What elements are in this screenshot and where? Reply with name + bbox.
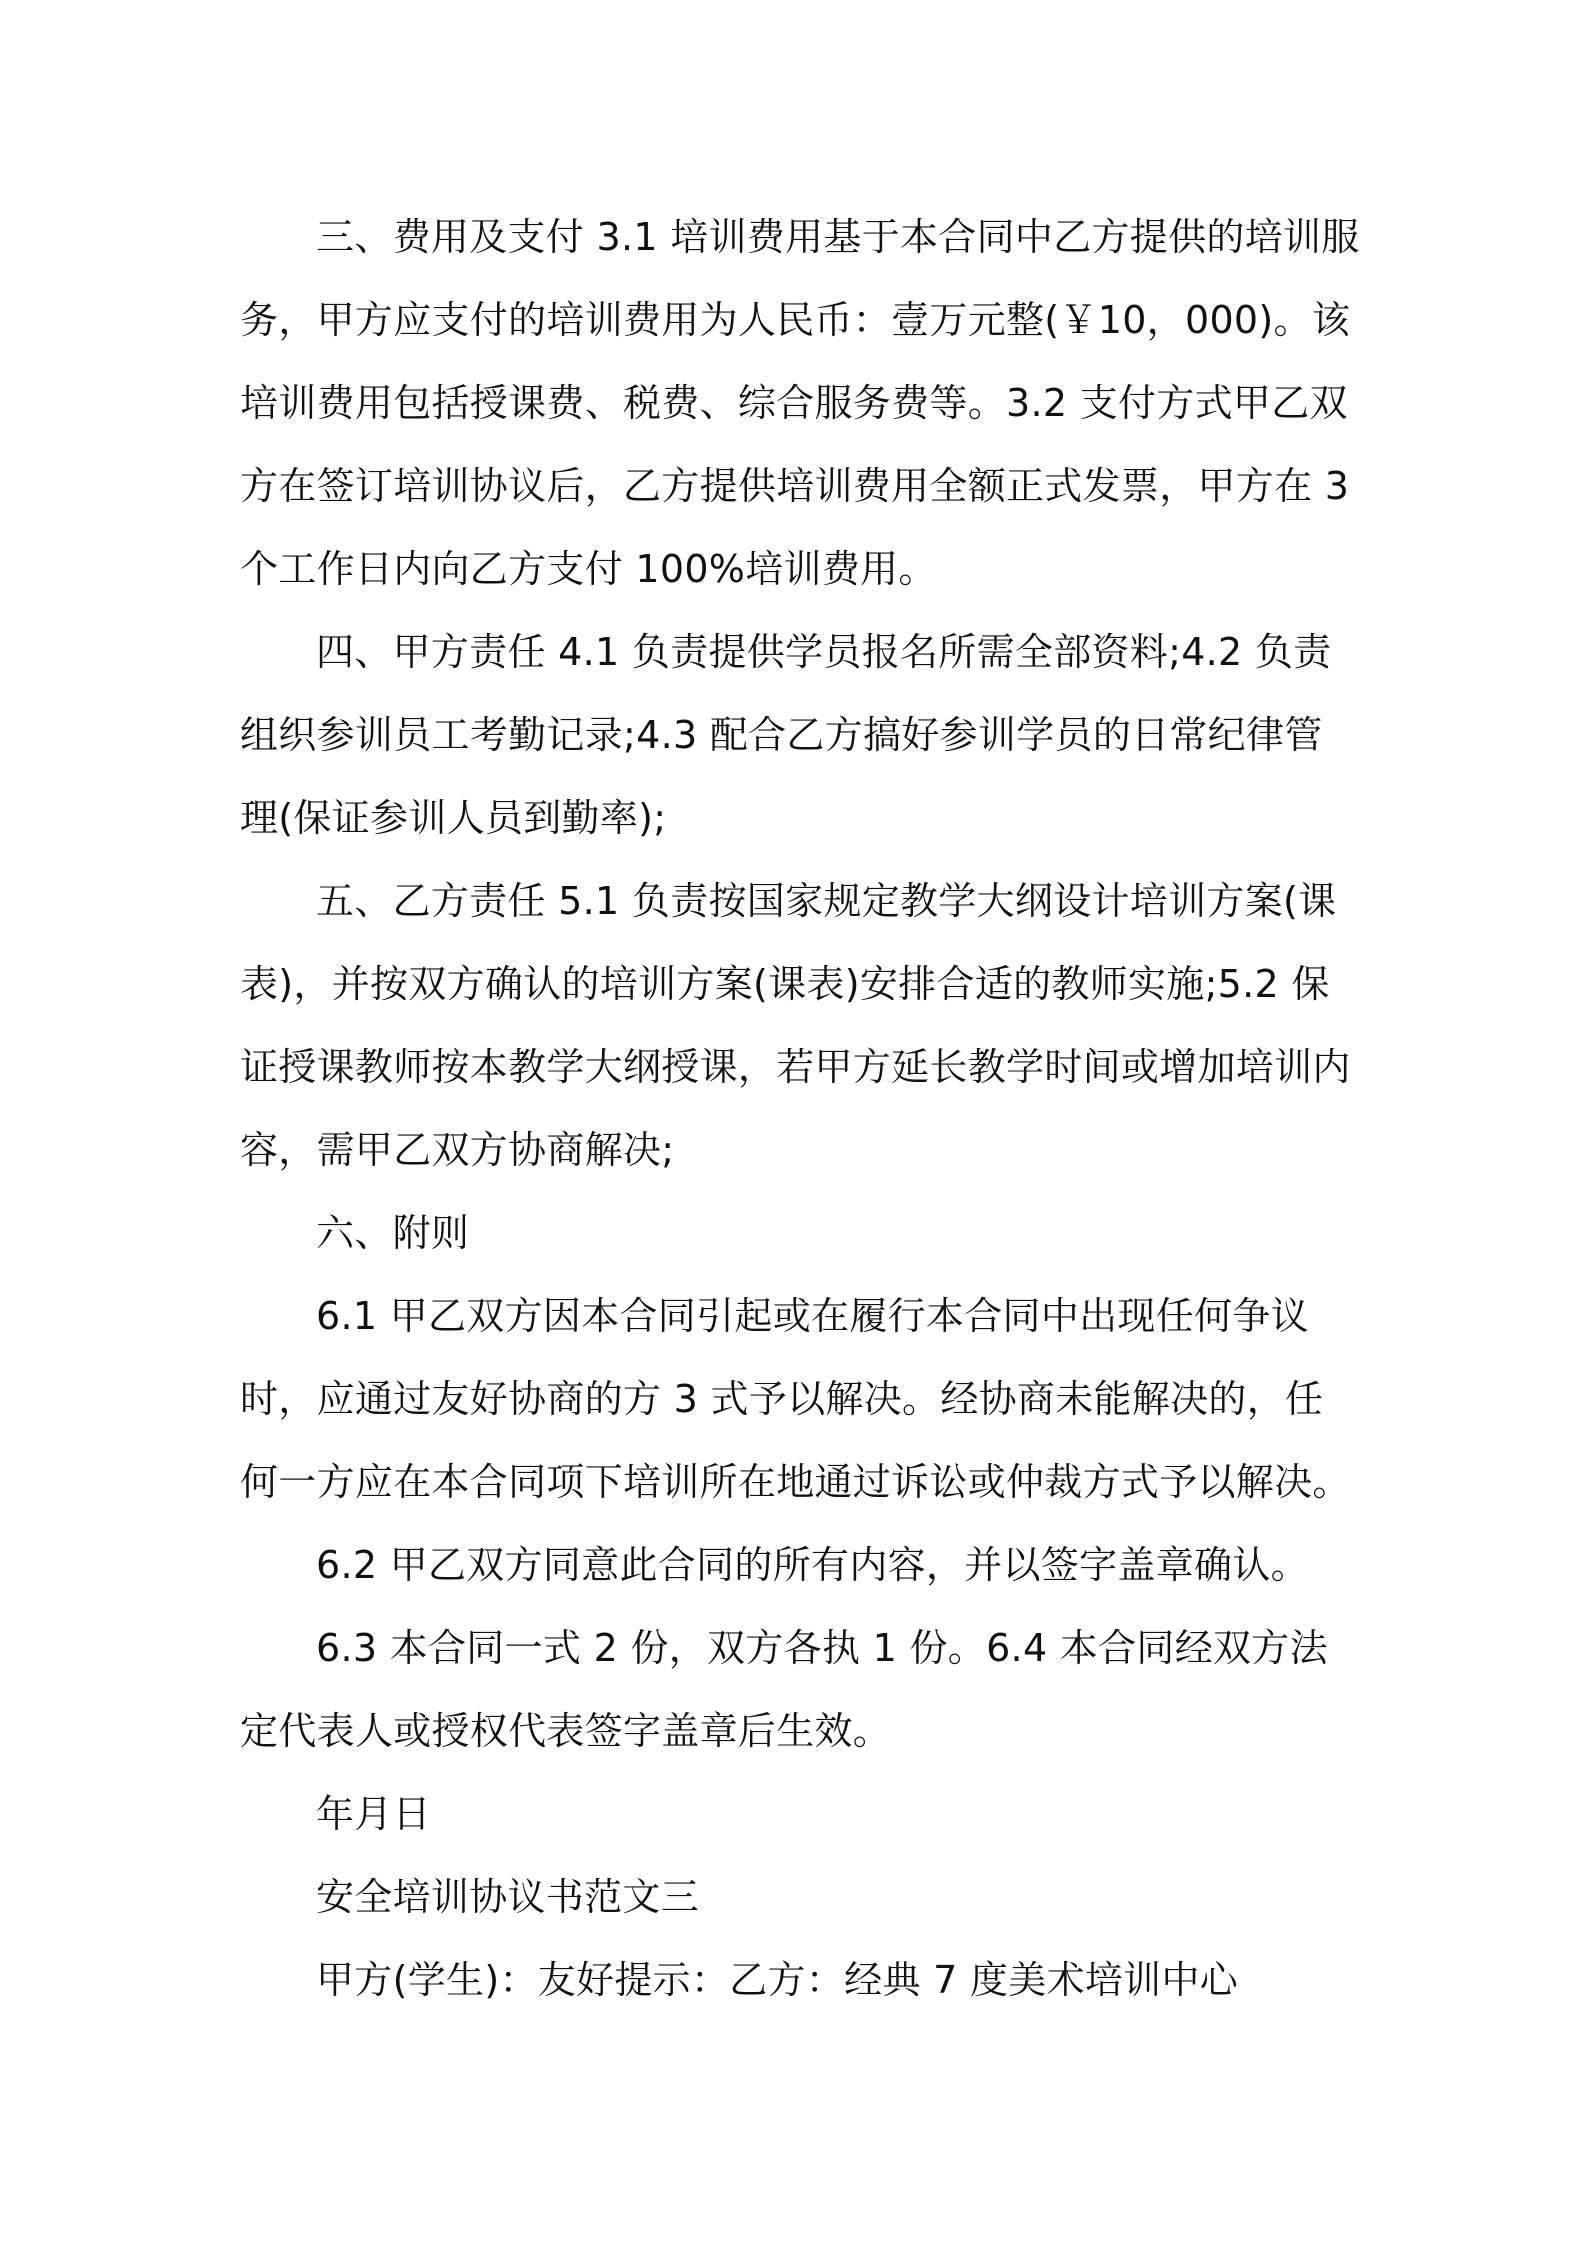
- section-party-b-duties: 五、乙方责任 5.1 负责按国家规定教学大纲设计培训方案(课表)，并按双方确认的培训方案(课表)安排合适的教师实施;5.2 保证授课教师按本教学大纲授课，若甲方延长教学时间或增加培训内容，需甲乙双方协商解决;: [240, 879, 1351, 1172]
- clause-6-3-6-4: 6.3 本合同一式 2 份，双方各执 1 份。6.4 本合同经双方法定代表人或授权代表签字盖章后生效。: [240, 1626, 1328, 1753]
- document-body: [240, 196, 1360, 2022]
- date-line: 年月日: [316, 1792, 431, 1836]
- sample-three-title: 安全培训协议书范文三: [316, 1875, 700, 1919]
- section-supplementary-heading: 六、附则: [316, 1211, 470, 1255]
- parties-line: 甲方(学生)：友好提示：乙方：经典 7 度美术培训中心: [316, 1958, 1239, 2002]
- section-party-a-duties: 四、甲方责任 4.1 负责提供学员报名所需全部资料;4.2 负责组织参训员工考勤记录;4.3 配合乙方搞好参训学员的日常纪律管理(保证参训人员到勤率);: [240, 630, 1332, 840]
- section-fees-payment: 三、费用及支付 3.1 培训费用基于本合同中乙方提供的培训服务，甲方应支付的培训费用为人民币：壹万元整(￥10，000)。该培训费用包括授课费、税费、综合服务费等。3.2 支付方式甲乙双方在签订培训协议后，乙方提供培训费用全额正式发票，甲方在 3 个工作日内向乙方支付 100%培训费用。: [240, 215, 1360, 591]
- clause-6-2: 6.2 甲乙双方同意此合同的所有内容，并以签字盖章确认。: [316, 1543, 1309, 1587]
- clause-6-1: 6.1 甲乙双方因本合同引起或在履行本合同中出现任何争议时，应通过友好协商的方 3 式予以解决。经协商未能解决的，任何一方应在本合同项下培训所在地通过诉讼或仲裁方式予以解决。: [240, 1294, 1351, 1504]
